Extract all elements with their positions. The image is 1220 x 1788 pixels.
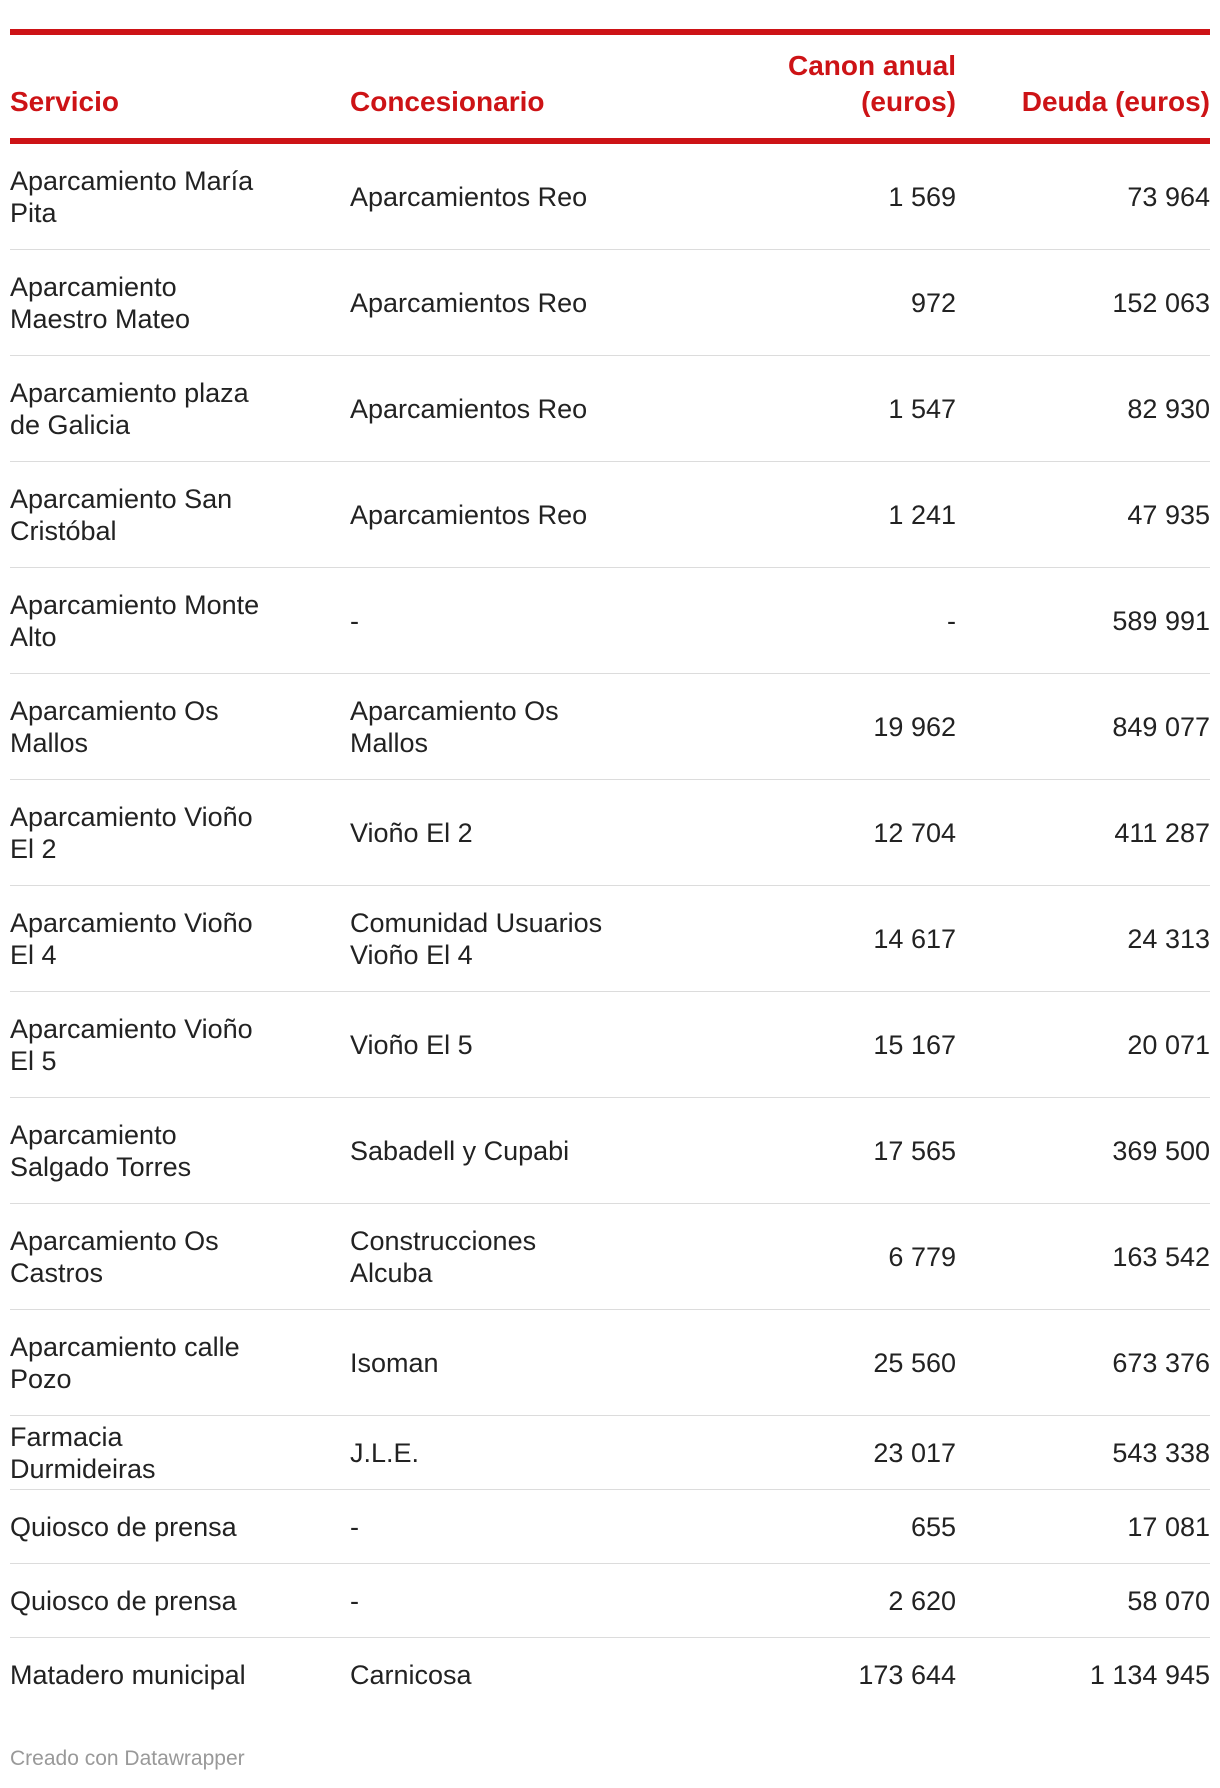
table-row [10, 886, 1210, 992]
cell-concesionario-text: Carnicosa [350, 1659, 472, 1690]
cell-servicio-text: Aparcamiento Monte Alto [10, 589, 260, 652]
cell-canon [710, 1098, 956, 1204]
cell-concesionario [350, 1564, 710, 1638]
cell-canon [710, 250, 956, 356]
cell-concesionario [350, 141, 710, 250]
cell-canon [710, 674, 956, 780]
cell-servicio [10, 1564, 350, 1638]
cell-concesionario-text: - [350, 605, 359, 636]
cell-servicio [10, 1204, 350, 1310]
cell-deuda-text: 543 338 [1112, 1437, 1210, 1468]
cell-concesionario [350, 992, 710, 1098]
cell-concesionario-text: Construcciones Alcuba [350, 1225, 537, 1288]
cell-canon [710, 356, 956, 462]
table-row [10, 780, 1210, 886]
cell-concesionario [350, 1098, 710, 1204]
cell-servicio-text: Aparcamiento Salgado Torres [10, 1119, 192, 1182]
cell-concesionario [350, 1638, 710, 1712]
cell-deuda [956, 141, 1210, 250]
cell-servicio [10, 1098, 350, 1204]
cell-canon [710, 992, 956, 1098]
table-container [10, 29, 1210, 1711]
cell-servicio-text: Aparcamiento Os Castros [10, 1225, 219, 1288]
cell-deuda [956, 1564, 1210, 1638]
cell-servicio-text: Aparcamiento Vioño El 4 [10, 907, 253, 970]
cell-concesionario [350, 1204, 710, 1310]
cell-servicio [10, 1310, 350, 1416]
cell-canon [710, 780, 956, 886]
cell-deuda [956, 568, 1210, 674]
cell-canon-text: 14 617 [873, 923, 956, 954]
cell-servicio [10, 1638, 350, 1712]
cell-canon [710, 1638, 956, 1712]
table-row [10, 1490, 1210, 1564]
cell-servicio [10, 1416, 350, 1490]
cell-concesionario-text: Aparcamiento Os Mallos [350, 695, 559, 758]
cell-concesionario-text: Vioño El 2 [350, 817, 473, 848]
cell-concesionario-text: Vioño El 5 [350, 1029, 473, 1060]
table-row [10, 250, 1210, 356]
cell-servicio [10, 674, 350, 780]
cell-canon-text: 1 569 [888, 181, 956, 212]
header-servicio[interactable]: Servicio [10, 35, 350, 141]
header-deuda[interactable]: Deuda (euros) [956, 35, 1210, 141]
cell-canon-text: 173 644 [858, 1659, 956, 1690]
cell-servicio-text: Quiosco de prensa [10, 1585, 237, 1616]
cell-concesionario [350, 1416, 710, 1490]
cell-deuda [956, 1638, 1210, 1712]
cell-deuda [956, 1098, 1210, 1204]
cell-canon [710, 1490, 956, 1564]
cell-deuda-text: 24 313 [1127, 923, 1210, 954]
cell-deuda-text: 152 063 [1112, 287, 1210, 318]
cell-servicio-text: Aparcamiento plaza de Galicia [10, 377, 249, 440]
cell-canon-text: 972 [910, 287, 956, 318]
cell-canon-text: 15 167 [873, 1029, 956, 1060]
cell-canon-text: 655 [910, 1511, 956, 1542]
header-row [10, 35, 1210, 141]
cell-canon [710, 1310, 956, 1416]
table-row [10, 1638, 1210, 1712]
cell-servicio [10, 356, 350, 462]
cell-canon-text: 12 704 [873, 817, 956, 848]
table-row [10, 141, 1210, 250]
cell-canon [710, 568, 956, 674]
cell-canon [710, 462, 956, 568]
table-row [10, 1416, 1210, 1490]
table-row [10, 1098, 1210, 1204]
cell-deuda-text: 20 071 [1127, 1029, 1210, 1060]
cell-servicio-text: Farmacia Durmideiras [10, 1421, 156, 1484]
cell-servicio-text: Aparcamiento calle Pozo [10, 1331, 240, 1394]
data-table [10, 35, 1210, 1711]
cell-servicio-text: Aparcamiento Vioño El 2 [10, 801, 253, 864]
table-row [10, 992, 1210, 1098]
cell-concesionario-text: J.L.E. [350, 1437, 420, 1468]
cell-concesionario-text: - [350, 1511, 359, 1542]
table-row [10, 674, 1210, 780]
cell-deuda [956, 674, 1210, 780]
cell-deuda-text: 369 500 [1112, 1135, 1210, 1166]
cell-deuda [956, 1204, 1210, 1310]
table-row [10, 462, 1210, 568]
cell-concesionario-text: Comunidad Usuarios Vioño El 4 [350, 907, 603, 970]
cell-servicio [10, 1490, 350, 1564]
cell-concesionario [350, 356, 710, 462]
cell-deuda [956, 780, 1210, 886]
cell-servicio [10, 992, 350, 1098]
cell-servicio-text: Quiosco de prensa [10, 1511, 237, 1542]
cell-servicio [10, 886, 350, 992]
table-body [10, 141, 1210, 1711]
cell-deuda-text: 673 376 [1112, 1347, 1210, 1378]
cell-canon-text: 1 241 [888, 499, 956, 530]
cell-concesionario [350, 568, 710, 674]
cell-concesionario [350, 780, 710, 886]
cell-servicio-text: Matadero municipal [10, 1659, 246, 1690]
cell-deuda-text: 849 077 [1112, 711, 1210, 742]
cell-concesionario-text: Aparcamientos Reo [350, 287, 588, 318]
cell-concesionario [350, 1490, 710, 1564]
table-row [10, 568, 1210, 674]
header-concesionario[interactable]: Concesionario [350, 35, 710, 141]
cell-canon-text: 17 565 [873, 1135, 956, 1166]
cell-canon [710, 886, 956, 992]
cell-deuda-text: 17 081 [1127, 1511, 1210, 1542]
cell-concesionario [350, 1310, 710, 1416]
cell-concesionario [350, 250, 710, 356]
cell-canon-text: - [947, 605, 956, 636]
cell-deuda [956, 1490, 1210, 1564]
cell-servicio [10, 780, 350, 886]
cell-deuda-text: 47 935 [1127, 499, 1210, 530]
cell-servicio-text: Aparcamiento Maestro Mateo [10, 271, 191, 334]
cell-deuda [956, 1310, 1210, 1416]
cell-concesionario-text: - [350, 1585, 359, 1616]
cell-servicio [10, 568, 350, 674]
cell-canon-text: 6 779 [888, 1241, 956, 1272]
cell-canon-text: 19 962 [873, 711, 956, 742]
cell-deuda [956, 886, 1210, 992]
cell-deuda [956, 992, 1210, 1098]
header-canon[interactable] [710, 35, 956, 141]
cell-deuda [956, 1416, 1210, 1490]
cell-deuda-text: 73 964 [1127, 181, 1210, 212]
cell-deuda-text: 411 287 [1114, 817, 1210, 848]
cell-concesionario-text: Aparcamientos Reo [350, 499, 588, 530]
cell-deuda-text: 163 542 [1112, 1241, 1210, 1272]
table-row [10, 1564, 1210, 1638]
cell-deuda-text: 1 134 945 [1089, 1659, 1210, 1690]
cell-deuda [956, 462, 1210, 568]
cell-canon-text: 2 620 [888, 1585, 956, 1616]
cell-servicio-text: Aparcamiento San Cristóbal [10, 483, 233, 546]
cell-concesionario-text: Sabadell y Cupabi [350, 1135, 570, 1166]
cell-deuda-text: 58 070 [1127, 1585, 1210, 1616]
header-canon-label: Canon anual (euros) [787, 50, 956, 117]
cell-concesionario-text: Aparcamientos Reo [350, 181, 588, 212]
cell-canon [710, 1204, 956, 1310]
cell-deuda-text: 589 991 [1112, 605, 1210, 636]
cell-concesionario [350, 674, 710, 780]
cell-canon-text: 1 547 [888, 393, 956, 424]
cell-servicio-text: Aparcamiento María Pita [10, 165, 254, 228]
cell-servicio [10, 462, 350, 568]
cell-deuda [956, 250, 1210, 356]
cell-servicio [10, 250, 350, 356]
cell-concesionario [350, 886, 710, 992]
cell-servicio-text: Aparcamiento Os Mallos [10, 695, 219, 758]
cell-servicio-text: Aparcamiento Vioño El 5 [10, 1013, 253, 1076]
table-row [10, 1204, 1210, 1310]
cell-canon-text: 23 017 [873, 1437, 956, 1468]
cell-servicio [10, 141, 350, 250]
cell-deuda-text: 82 930 [1127, 393, 1210, 424]
cell-deuda [956, 356, 1210, 462]
table-row [10, 356, 1210, 462]
cell-concesionario [350, 462, 710, 568]
cell-canon [710, 141, 956, 250]
cell-concesionario-text: Aparcamientos Reo [350, 393, 588, 424]
footer-credit: Creado con Datawrapper [10, 1747, 245, 1770]
cell-canon-text: 25 560 [873, 1347, 956, 1378]
table-row [10, 1310, 1210, 1416]
cell-canon [710, 1564, 956, 1638]
cell-canon [710, 1416, 956, 1490]
cell-concesionario-text: Isoman [350, 1347, 439, 1378]
